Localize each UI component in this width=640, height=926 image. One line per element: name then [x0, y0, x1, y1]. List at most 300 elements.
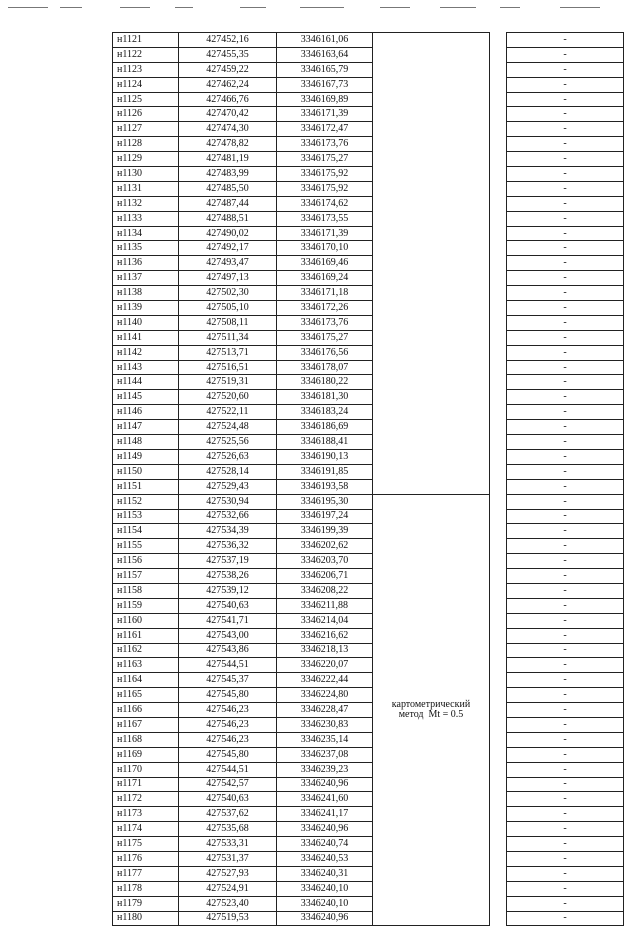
coord-x: 427474,30: [179, 122, 277, 137]
table-row: [113, 896, 624, 911]
coord-y: 3346211,88: [277, 598, 373, 613]
coord-x: 427536,32: [179, 539, 277, 554]
coord-y: 3346193,58: [277, 479, 373, 494]
accuracy-value: -: [507, 196, 624, 211]
accuracy-value: -: [507, 375, 624, 390]
point-id: н1157: [113, 569, 179, 584]
coord-y: 3346176,56: [277, 345, 373, 360]
accuracy-value: -: [507, 583, 624, 598]
table-row: [113, 33, 624, 48]
accuracy-value: -: [507, 360, 624, 375]
coord-y: 3346216,62: [277, 628, 373, 643]
table-row: [113, 851, 624, 866]
coord-y: 3346169,89: [277, 92, 373, 107]
point-id: н1160: [113, 613, 179, 628]
accuracy-value: -: [507, 747, 624, 762]
coord-x: 427542,57: [179, 777, 277, 792]
table-row: [113, 405, 624, 420]
accuracy-value: -: [507, 703, 624, 718]
table-row: [113, 643, 624, 658]
accuracy-value: -: [507, 167, 624, 182]
accuracy-value: -: [507, 658, 624, 673]
coord-y: 3346222,44: [277, 673, 373, 688]
coord-x: 427537,62: [179, 807, 277, 822]
coord-y: 3346175,27: [277, 330, 373, 345]
point-id: н1131: [113, 181, 179, 196]
coord-y: 3346169,24: [277, 271, 373, 286]
table-row: [113, 286, 624, 301]
accuracy-value: -: [507, 539, 624, 554]
table-row: [113, 658, 624, 673]
table-row: [113, 524, 624, 539]
coordinates-table: [112, 32, 624, 926]
table-row: [113, 837, 624, 852]
point-id: н1167: [113, 717, 179, 732]
table-row: [113, 509, 624, 524]
point-id: н1172: [113, 792, 179, 807]
table-row: [113, 167, 624, 182]
accuracy-value: -: [507, 137, 624, 152]
coord-x: 427478,82: [179, 137, 277, 152]
accuracy-value: -: [507, 911, 624, 926]
coord-y: 3346218,13: [277, 643, 373, 658]
point-id: н1179: [113, 896, 179, 911]
table-row: [113, 881, 624, 896]
table-row: [113, 762, 624, 777]
coord-x: 427545,37: [179, 673, 277, 688]
header-dash: [8, 7, 48, 8]
scan-header-strip: [0, 0, 640, 14]
table-row: [113, 464, 624, 479]
point-id: н1124: [113, 77, 179, 92]
coord-y: 3346172,26: [277, 301, 373, 316]
accuracy-value: -: [507, 509, 624, 524]
coord-y: 3346191,85: [277, 464, 373, 479]
accuracy-value: -: [507, 792, 624, 807]
coord-x: 427545,80: [179, 747, 277, 762]
coord-y: 3346208,22: [277, 583, 373, 598]
point-id: н1135: [113, 241, 179, 256]
accuracy-value: -: [507, 464, 624, 479]
coord-x: 427543,00: [179, 628, 277, 643]
point-id: н1132: [113, 196, 179, 211]
table-row: [113, 539, 624, 554]
coord-y: 3346237,08: [277, 747, 373, 762]
table-row: [113, 703, 624, 718]
table-row: [113, 732, 624, 747]
coord-y: 3346240,31: [277, 866, 373, 881]
coord-y: 3346174,62: [277, 196, 373, 211]
coord-x: 427540,63: [179, 598, 277, 613]
accuracy-value: -: [507, 226, 624, 241]
accuracy-value: -: [507, 330, 624, 345]
coord-y: 3346230,83: [277, 717, 373, 732]
accuracy-value: -: [507, 286, 624, 301]
point-id: н1158: [113, 583, 179, 598]
header-dash: [380, 7, 410, 8]
coord-y: 3346240,53: [277, 851, 373, 866]
coord-x: 427452,16: [179, 33, 277, 48]
coord-x: 427538,26: [179, 569, 277, 584]
coord-x: 427544,51: [179, 762, 277, 777]
accuracy-value: -: [507, 851, 624, 866]
accuracy-value: -: [507, 33, 624, 48]
table-row: [113, 375, 624, 390]
coord-y: 3346171,39: [277, 107, 373, 122]
coord-x: 427459,22: [179, 62, 277, 77]
coord-y: 3346240,10: [277, 881, 373, 896]
method-cell-empty: [373, 33, 490, 495]
table-row: [113, 494, 624, 509]
coord-x: 427546,23: [179, 732, 277, 747]
accuracy-value: -: [507, 479, 624, 494]
header-dash: [120, 7, 150, 8]
coord-x: 427502,30: [179, 286, 277, 301]
point-id: н1139: [113, 301, 179, 316]
coord-y: 3346186,69: [277, 420, 373, 435]
accuracy-value: -: [507, 435, 624, 450]
point-id: н1173: [113, 807, 179, 822]
header-dash: [560, 7, 600, 8]
coord-x: 427541,71: [179, 613, 277, 628]
point-id: н1144: [113, 375, 179, 390]
table-row: [113, 420, 624, 435]
coord-y: 3346173,55: [277, 211, 373, 226]
point-id: н1178: [113, 881, 179, 896]
accuracy-value: -: [507, 449, 624, 464]
table-row: [113, 822, 624, 837]
accuracy-value: -: [507, 822, 624, 837]
point-id: н1166: [113, 703, 179, 718]
coord-y: 3346197,24: [277, 509, 373, 524]
accuracy-value: -: [507, 569, 624, 584]
point-id: н1121: [113, 33, 179, 48]
coord-x: 427546,23: [179, 703, 277, 718]
accuracy-value: -: [507, 881, 624, 896]
coord-y: 3346203,70: [277, 554, 373, 569]
table-row: [113, 792, 624, 807]
point-id: н1159: [113, 598, 179, 613]
coord-y: 3346165,79: [277, 62, 373, 77]
accuracy-value: -: [507, 688, 624, 703]
coord-x: 427513,71: [179, 345, 277, 360]
coord-y: 3346195,30: [277, 494, 373, 509]
coord-y: 3346241,60: [277, 792, 373, 807]
coord-x: 427462,24: [179, 77, 277, 92]
coord-x: 427520,60: [179, 390, 277, 405]
table-row: [113, 569, 624, 584]
coord-x: 427544,51: [179, 658, 277, 673]
accuracy-value: -: [507, 271, 624, 286]
accuracy-value: -: [507, 211, 624, 226]
point-id: н1138: [113, 286, 179, 301]
point-id: н1153: [113, 509, 179, 524]
coord-x: 427497,13: [179, 271, 277, 286]
point-id: н1143: [113, 360, 179, 375]
coord-x: 427488,51: [179, 211, 277, 226]
accuracy-value: -: [507, 241, 624, 256]
table-row: [113, 747, 624, 762]
accuracy-value: -: [507, 390, 624, 405]
coord-x: 427511,34: [179, 330, 277, 345]
coord-y: 3346175,92: [277, 167, 373, 182]
coord-y: 3346199,39: [277, 524, 373, 539]
accuracy-value: -: [507, 598, 624, 613]
accuracy-value: -: [507, 717, 624, 732]
coord-y: 3346183,24: [277, 405, 373, 420]
table-row: [113, 92, 624, 107]
coord-x: 427523,40: [179, 896, 277, 911]
point-id: н1150: [113, 464, 179, 479]
method-line-2: метод Mt = 0.5: [398, 709, 464, 721]
table-row: [113, 435, 624, 450]
point-id: н1180: [113, 911, 179, 926]
coord-x: 427470,42: [179, 107, 277, 122]
coord-y: 3346169,46: [277, 256, 373, 271]
point-id: н1146: [113, 405, 179, 420]
point-id: н1155: [113, 539, 179, 554]
coord-x: 427490,02: [179, 226, 277, 241]
accuracy-value: -: [507, 92, 624, 107]
table-row: [113, 598, 624, 613]
coord-y: 3346171,18: [277, 286, 373, 301]
accuracy-value: -: [507, 122, 624, 137]
accuracy-value: -: [507, 107, 624, 122]
coord-x: 427532,66: [179, 509, 277, 524]
coord-y: 3346241,17: [277, 807, 373, 822]
coord-x: 427524,91: [179, 881, 277, 896]
table-row: [113, 137, 624, 152]
coord-y: 3346175,92: [277, 181, 373, 196]
coord-x: 427516,51: [179, 360, 277, 375]
accuracy-value: -: [507, 628, 624, 643]
table-row: [113, 211, 624, 226]
header-dash: [500, 7, 520, 8]
accuracy-value: -: [507, 732, 624, 747]
table-row: [113, 47, 624, 62]
table-row: [113, 449, 624, 464]
table-row: [113, 77, 624, 92]
point-id: н1136: [113, 256, 179, 271]
table-row: [113, 301, 624, 316]
table-row: [113, 479, 624, 494]
coord-y: 3346171,39: [277, 226, 373, 241]
coord-y: 3346180,22: [277, 375, 373, 390]
coord-x: 427519,31: [179, 375, 277, 390]
accuracy-value: -: [507, 807, 624, 822]
coord-x: 427483,99: [179, 167, 277, 182]
table-row: [113, 673, 624, 688]
table-row: [113, 360, 624, 375]
accuracy-value: -: [507, 315, 624, 330]
table-row: [113, 866, 624, 881]
method-cell: [373, 494, 490, 926]
header-dash: [175, 7, 193, 8]
table-row: [113, 315, 624, 330]
point-id: н1149: [113, 449, 179, 464]
coord-y: 3346240,96: [277, 911, 373, 926]
coord-x: 427492,17: [179, 241, 277, 256]
coord-x: 427535,68: [179, 822, 277, 837]
accuracy-value: -: [507, 301, 624, 316]
point-id: н1130: [113, 167, 179, 182]
coordinates-table-body: [113, 33, 624, 926]
header-dash: [60, 7, 82, 8]
accuracy-value: -: [507, 673, 624, 688]
accuracy-value: -: [507, 181, 624, 196]
coord-x: 427545,80: [179, 688, 277, 703]
point-id: н1174: [113, 822, 179, 837]
point-id: н1162: [113, 643, 179, 658]
point-id: н1161: [113, 628, 179, 643]
coord-y: 3346228,47: [277, 703, 373, 718]
coord-x: 427546,23: [179, 717, 277, 732]
point-id: н1164: [113, 673, 179, 688]
header-dash: [440, 7, 476, 8]
table-row: [113, 181, 624, 196]
point-id: н1154: [113, 524, 179, 539]
table-row: [113, 688, 624, 703]
accuracy-value: -: [507, 524, 624, 539]
coord-y: 3346178,07: [277, 360, 373, 375]
coord-x: 427527,93: [179, 866, 277, 881]
table-row: [113, 345, 624, 360]
coord-y: 3346235,14: [277, 732, 373, 747]
accuracy-value: -: [507, 77, 624, 92]
coord-x: 427522,11: [179, 405, 277, 420]
point-id: н1122: [113, 47, 179, 62]
point-id: н1129: [113, 152, 179, 167]
point-id: н1176: [113, 851, 179, 866]
accuracy-value: -: [507, 494, 624, 509]
coord-x: 427540,63: [179, 792, 277, 807]
coord-x: 427529,43: [179, 479, 277, 494]
coord-y: 3346161,06: [277, 33, 373, 48]
coord-y: 3346240,96: [277, 777, 373, 792]
table-row: [113, 271, 624, 286]
point-id: н1175: [113, 837, 179, 852]
method-line-1: картометрический: [391, 699, 471, 711]
coord-x: 427485,50: [179, 181, 277, 196]
table-row: [113, 613, 624, 628]
point-id: н1171: [113, 777, 179, 792]
point-id: н1163: [113, 658, 179, 673]
accuracy-value: -: [507, 47, 624, 62]
header-dash: [300, 7, 344, 8]
coord-y: 3346173,76: [277, 315, 373, 330]
point-id: н1133: [113, 211, 179, 226]
point-id: н1125: [113, 92, 179, 107]
accuracy-value: -: [507, 777, 624, 792]
coord-y: 3346240,96: [277, 822, 373, 837]
coord-x: 427466,76: [179, 92, 277, 107]
coord-y: 3346167,73: [277, 77, 373, 92]
point-id: н1134: [113, 226, 179, 241]
accuracy-value: -: [507, 554, 624, 569]
accuracy-value: -: [507, 62, 624, 77]
table-row: [113, 583, 624, 598]
table-row: [113, 196, 624, 211]
point-id: н1141: [113, 330, 179, 345]
point-id: н1126: [113, 107, 179, 122]
coord-x: 427524,48: [179, 420, 277, 435]
coord-y: 3346181,30: [277, 390, 373, 405]
table-row: [113, 717, 624, 732]
point-id: н1140: [113, 315, 179, 330]
coord-y: 3346173,76: [277, 137, 373, 152]
table-row: [113, 911, 624, 926]
point-id: н1151: [113, 479, 179, 494]
point-id: н1137: [113, 271, 179, 286]
coord-y: 3346202,62: [277, 539, 373, 554]
accuracy-value: -: [507, 345, 624, 360]
coord-x: 427455,35: [179, 47, 277, 62]
table-row: [113, 241, 624, 256]
point-id: н1123: [113, 62, 179, 77]
table-row: [113, 777, 624, 792]
coord-x: 427543,86: [179, 643, 277, 658]
accuracy-value: -: [507, 420, 624, 435]
accuracy-value: -: [507, 866, 624, 881]
point-id: н1165: [113, 688, 179, 703]
header-dash: [240, 7, 266, 8]
coord-y: 3346190,13: [277, 449, 373, 464]
coord-x: 427505,10: [179, 301, 277, 316]
coord-y: 3346170,10: [277, 241, 373, 256]
point-id: н1148: [113, 435, 179, 450]
point-id: н1145: [113, 390, 179, 405]
coord-y: 3346172,47: [277, 122, 373, 137]
accuracy-value: -: [507, 152, 624, 167]
coord-x: 427526,63: [179, 449, 277, 464]
point-id: н1169: [113, 747, 179, 762]
point-id: н1128: [113, 137, 179, 152]
coord-x: 427539,12: [179, 583, 277, 598]
coord-x: 427531,37: [179, 851, 277, 866]
accuracy-value: -: [507, 837, 624, 852]
coord-x: 427537,19: [179, 554, 277, 569]
coord-y: 3346206,71: [277, 569, 373, 584]
coord-y: 3346214,04: [277, 613, 373, 628]
table-row: [113, 807, 624, 822]
point-id: н1156: [113, 554, 179, 569]
point-id: н1177: [113, 866, 179, 881]
point-id: н1152: [113, 494, 179, 509]
coord-y: 3346224,80: [277, 688, 373, 703]
coord-y: 3346188,41: [277, 435, 373, 450]
coord-x: 427519,53: [179, 911, 277, 926]
coord-y: 3346220,07: [277, 658, 373, 673]
point-id: н1127: [113, 122, 179, 137]
table-row: [113, 152, 624, 167]
point-id: н1170: [113, 762, 179, 777]
coord-x: 427533,31: [179, 837, 277, 852]
coord-x: 427481,19: [179, 152, 277, 167]
coord-y: 3346163,64: [277, 47, 373, 62]
table-row: [113, 554, 624, 569]
coord-x: 427525,56: [179, 435, 277, 450]
gap-cell: [490, 33, 507, 926]
accuracy-value: -: [507, 405, 624, 420]
table-row: [113, 628, 624, 643]
point-id: н1147: [113, 420, 179, 435]
table-row: [113, 390, 624, 405]
accuracy-value: -: [507, 896, 624, 911]
table-row: [113, 256, 624, 271]
table-row: [113, 107, 624, 122]
coord-y: 3346240,74: [277, 837, 373, 852]
coord-x: 427493,47: [179, 256, 277, 271]
